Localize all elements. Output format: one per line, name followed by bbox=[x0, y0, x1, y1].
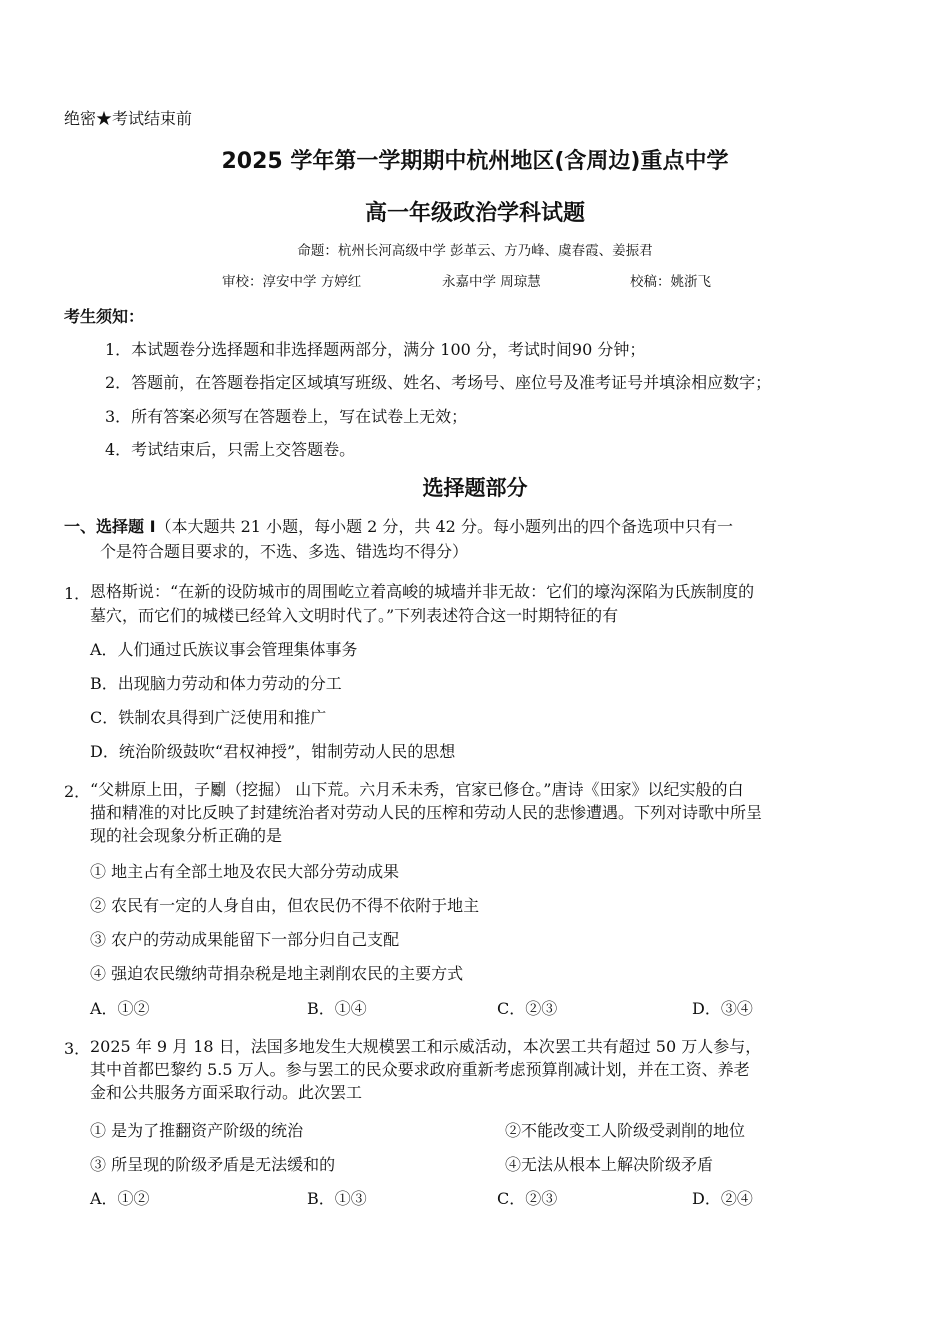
exam-title: 2025 学年第一学期期中杭州地区(含周边)重点中学 bbox=[221, 149, 729, 174]
proofreader: 校稿：姚浙飞 bbox=[630, 274, 711, 290]
question-2-statement-4: ④ 强迫农民缴纳苛捐杂税是地主剥削农民的主要方式 bbox=[90, 964, 464, 983]
question-3-statement-2: ②不能改变工人阶级受剥削的地位 bbox=[505, 1121, 746, 1140]
notice-heading: 考生须知： bbox=[64, 307, 145, 326]
question-1-option-b: B．出现脑力劳动和体力劳动的分工 bbox=[90, 674, 342, 693]
part-instructions bbox=[64, 515, 733, 538]
question-2-stem-line3: 现的社会现象分析正确的是 bbox=[90, 826, 283, 845]
question-1-option-a: A．人们通过氏族议事会管理集体事务 bbox=[90, 640, 358, 659]
question-3-statement-3: ③ 所呈现的阶级矛盾是无法缓和的 bbox=[90, 1155, 336, 1174]
notice-item-4: 4．考试结束后，只需上交答题卷。 bbox=[105, 440, 356, 459]
question-3-number: 3． bbox=[64, 1039, 91, 1058]
question-1-option-d: D．统治阶级鼓吹“君权神授”，钳制劳动人民的思想 bbox=[90, 742, 456, 761]
question-3-answer-c: C．②③ bbox=[497, 1189, 558, 1208]
question-2-stem-line2: 描和精准的对比反映了封建统治者对劳动人民的压榨和劳动人民的悲惨遭遇。下列对诗歌中所呈 bbox=[90, 803, 763, 822]
question-2-stem-line1: “父耕原上田，子劚（挖掘） 山下荒。六月禾未秀，官家已修仓。”唐诗《田家》以纪实般的白 bbox=[90, 780, 744, 799]
question-1-option-c: C．铁制农具得到广泛使用和推广 bbox=[90, 708, 327, 727]
question-3-stem-line3: 金和公共服务方面采取行动。此次罢工 bbox=[90, 1083, 363, 1102]
question-3-stem-line1: 2025 年 9 月 18 日，法国多地发生大规模罢工和示威活动，本次罢工共有超过 50 万人参与， bbox=[90, 1037, 762, 1056]
notice-item-2: 2．答题前，在答题卷指定区域填写班级、姓名、考场号、座位号及准考证号并填涂相应数字； bbox=[105, 373, 772, 392]
question-1-stem-line2: 墓穴，而它们的城楼已经耸入文明时代了。”下列表述符合这一时期特征的有 bbox=[90, 606, 619, 625]
question-3-stem-line2: 其中首都巴黎约 5.5 万人。参与罢工的民众要求政府重新考虑预算削减计划，并在工资、养老 bbox=[90, 1060, 750, 1079]
question-2-statement-2: ② 农民有一定的人身自由，但农民仍不得不依附于地主 bbox=[90, 896, 480, 915]
part-desc-line1: （本大题共 21 小题，每小题 2 分，共 42 分。每小题列出的四个备选项中只有一 bbox=[155, 517, 733, 536]
question-1-number: 1． bbox=[64, 584, 91, 603]
question-3-answer-d: D．②④ bbox=[692, 1189, 753, 1208]
section-title: 选择题部分 bbox=[422, 476, 528, 500]
notice-item-1: 1．本试题卷分选择题和非选择题两部分，满分 100 分，考试时间90 分钟； bbox=[105, 340, 646, 359]
reviewer-1: 审校：淳安中学 方婷红 bbox=[222, 274, 362, 290]
confidential-mark: 绝密★考试结束前 bbox=[64, 109, 193, 128]
question-3-statement-1: ① 是为了推翻资产阶级的统治 bbox=[90, 1121, 304, 1140]
question-2-answer-a: A．①② bbox=[90, 999, 150, 1018]
question-2-statement-1: ① 地主占有全部土地及农民大部分劳动成果 bbox=[90, 862, 400, 881]
reviewer-2: 永嘉中学 周琼慧 bbox=[442, 274, 541, 290]
question-2-answer-b: B．①④ bbox=[307, 999, 367, 1018]
exam-subtitle: 高一年级政治学科试题 bbox=[364, 201, 585, 226]
question-3-statement-4: ④无法从根本上解决阶级矛盾 bbox=[505, 1155, 714, 1174]
question-2-number: 2． bbox=[64, 782, 91, 801]
authors-line: 命题：杭州长河高级中学 彭革云、方乃峰、虞春霞、姜振君 bbox=[297, 243, 653, 259]
question-2-answer-c: C．②③ bbox=[497, 999, 558, 1018]
question-3-answer-a: A．①② bbox=[90, 1189, 150, 1208]
part-label: 一、选择题 Ⅰ bbox=[64, 517, 156, 536]
question-3-answer-b: B．①③ bbox=[307, 1189, 367, 1208]
question-1-stem-line1: 恩格斯说：“在新的设防城市的周围屹立着高峻的城墙并非无故：它们的壕沟深陷为氏族制度的 bbox=[90, 582, 755, 601]
question-2-answer-d: D．③④ bbox=[692, 999, 753, 1018]
part-desc-line2: 个是符合题目要求的，不选、多选、错选均不得分） bbox=[100, 542, 469, 561]
question-2-statement-3: ③ 农户的劳动成果能留下一部分归自己支配 bbox=[90, 930, 400, 949]
notice-item-3: 3．所有答案必须写在答题卷上，写在试卷上无效； bbox=[105, 407, 468, 426]
